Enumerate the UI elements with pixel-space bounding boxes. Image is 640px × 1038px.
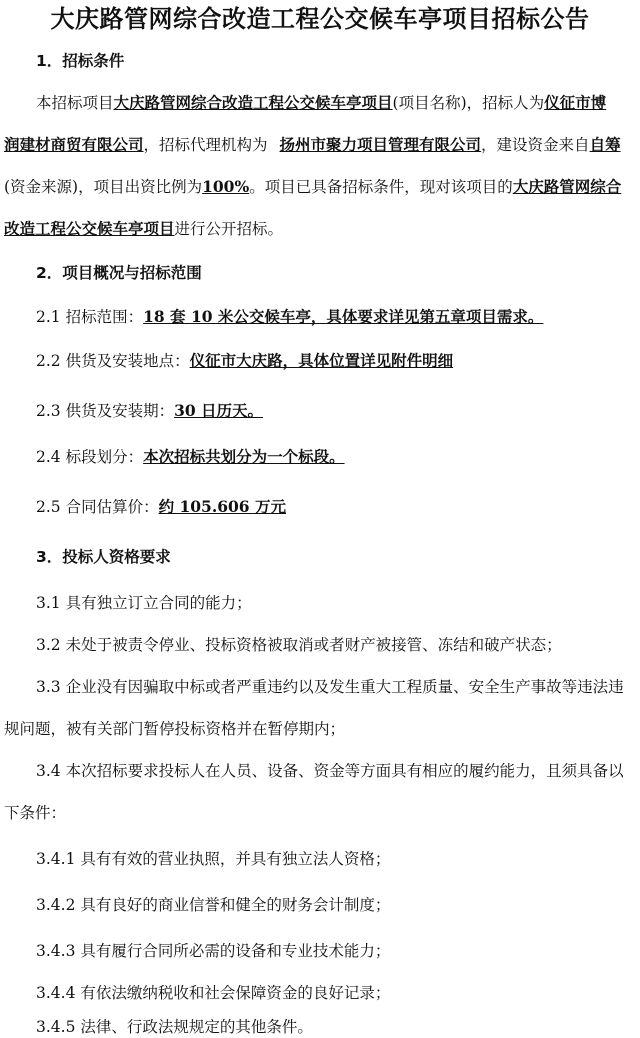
- req-3-4-4: 3.4.4 有依法缴纳税收和社会保障资金的良好记录；: [36, 984, 391, 1002]
- section-1-line-2: [4, 134, 621, 156]
- price-value: 约 105.606 万元: [158, 497, 286, 516]
- project-name: 大庆路管网综合: [512, 177, 622, 196]
- text: ，建设资金来自: [481, 136, 590, 154]
- section-1-line-1: [36, 92, 606, 114]
- text: ，招标代理机构为: [143, 136, 268, 154]
- price-label: 2.5 合同估算价：: [36, 498, 159, 516]
- funding-ratio: 100%: [202, 177, 250, 196]
- req-3-4-a: 3.4 本次招标要求投标人在人员、设备、资金等方面具有相应的履约能力，且须具备以: [36, 762, 624, 780]
- scope-value: 18 套 10 米公交候车亭，具体要求详见第五章项目需求。: [143, 307, 544, 326]
- place-line: [36, 350, 463, 372]
- req-3-4-b: 下条件：: [4, 804, 67, 822]
- period-label: 2.3 供货及安装期：: [36, 402, 175, 420]
- section-1-line-4: [4, 218, 283, 240]
- lots-label: 2.4 标段划分：: [36, 448, 144, 466]
- page-title: 大庆路管网综合改造工程公交候车亭项目招标公告: [50, 5, 590, 33]
- place-label: 2.2 供货及安装地点：: [36, 352, 190, 370]
- req-3-1: 3.1 具有独立订立合同的能力；: [36, 594, 252, 612]
- scope-label: 2.1 招标范围：: [36, 308, 144, 326]
- section-1-heading: 1．招标条件: [36, 52, 125, 70]
- price-line: [36, 496, 286, 518]
- text: (资金来源)，项目出资比例为: [4, 178, 203, 196]
- req-3-4-1: 3.4.1 具有有效的营业执照，并具有独立法人资格；: [36, 850, 391, 868]
- req-3-4-2: 3.4.2 具有良好的商业信誉和健全的财务会计制度；: [36, 896, 391, 914]
- req-3-3-b: 规问题，被有关部门暂停投标资格并在暂停期内；: [4, 720, 346, 738]
- text: 本招标项目: [36, 94, 114, 112]
- lots-value: 本次招标共划分为一个标段。: [143, 447, 345, 466]
- project-name: 大庆路管网综合改造工程公交候车亭项目: [113, 93, 393, 112]
- lots-line: [36, 446, 345, 468]
- section-3-heading: 3．投标人资格要求: [36, 548, 171, 566]
- tenderer-name-cont: 润建材商贸有限公司: [4, 135, 144, 154]
- tenderer-name: 仪征市博: [544, 93, 607, 112]
- place-value: 仪征市大庆路，具体位置详见附件明细: [189, 351, 454, 370]
- text: 。项目已具备招标条件，现对该项目的: [249, 178, 513, 196]
- period-value: 30 日历天。: [174, 401, 264, 420]
- section-1-line-3: [4, 176, 621, 198]
- req-3-3-a: 3.3 企业没有因骗取中标或者严重违约以及发生重大工程质量、安全生产事故等违法违: [36, 678, 624, 696]
- agency-name: 扬州市聚力项目管理有限公司: [279, 135, 482, 154]
- section-2-heading: 2．项目概况与招标范围: [36, 264, 202, 282]
- fund-source: 自筹: [589, 135, 621, 154]
- text: (项目名称)，招标人为: [392, 94, 545, 112]
- text: 进行公开招标。: [174, 220, 284, 238]
- period-line: [36, 400, 263, 422]
- scope-line: [36, 306, 543, 328]
- req-3-4-5: 3.4.5 法律、行政法规规定的其他条件。: [36, 1018, 313, 1036]
- req-3-4-3: 3.4.3 具有履行合同所必需的设备和专业技术能力；: [36, 942, 391, 960]
- req-3-2: 3.2 未处于被责令停业、投标资格被取消或者财产被接管、冻结和破产状态；: [36, 636, 562, 654]
- project-name-cont: 改造工程公交候车亭项目: [4, 219, 175, 238]
